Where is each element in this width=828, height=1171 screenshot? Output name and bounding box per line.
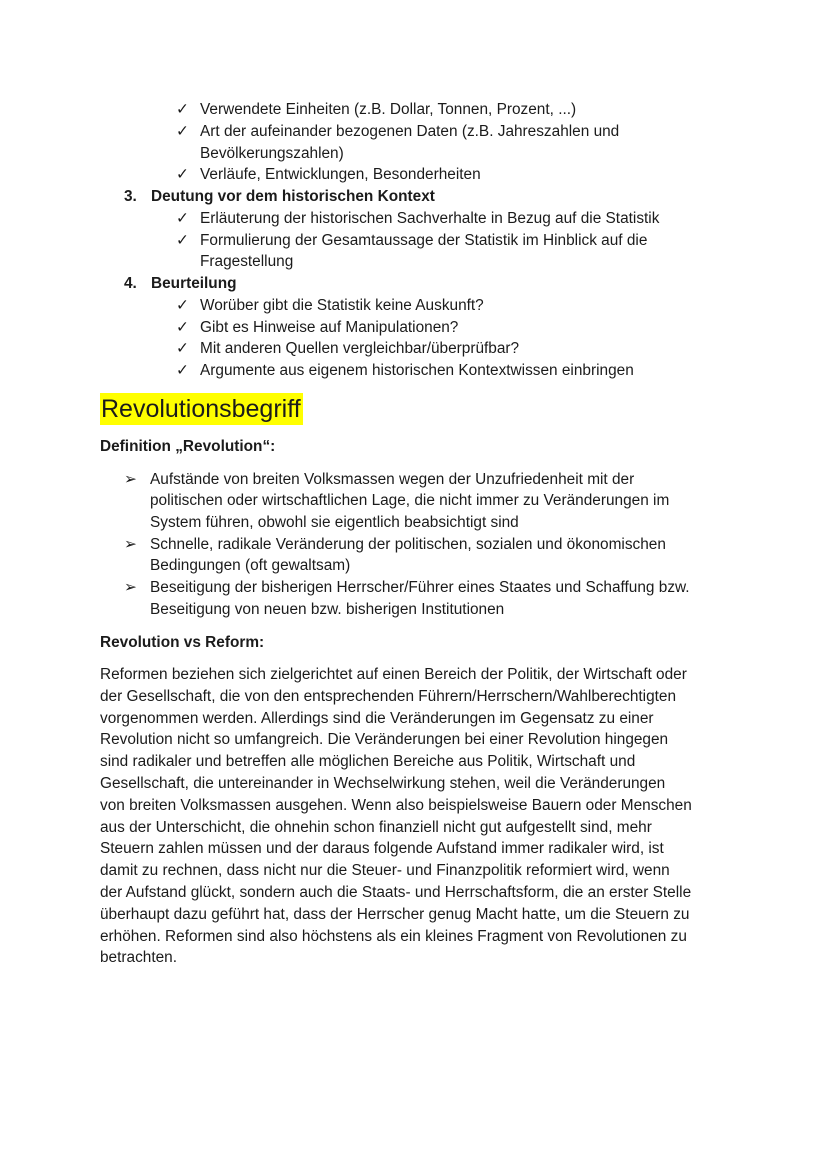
arrow-bullet-icon: ➢	[124, 536, 137, 553]
checkmark-icon: ✓	[176, 166, 189, 183]
arrow-bullet-icon: ➢	[124, 579, 137, 596]
checkmark-icon: ✓	[176, 362, 189, 379]
paragraph-line: sind radikaler und betreffen alle möglichen Bereiche aus Politik, Wirtschaft und	[100, 753, 636, 771]
checkmark-icon: ✓	[176, 319, 189, 336]
checkmark-icon: ✓	[176, 210, 189, 227]
checkmark-icon: ✓	[176, 297, 189, 314]
check-item: Argumente aus eigenem historischen Kontextwissen einbringen	[200, 362, 634, 379]
check-item-continuation: Fragestellung	[200, 253, 294, 270]
paragraph-line: von breiten Volksmassen ausgehen. Wenn also beispielsweise Bauern oder Menschen	[100, 796, 692, 814]
check-item: Formulierung der Gesamtaussage der Statistik im Hinblick auf die	[200, 232, 648, 249]
checkmark-icon: ✓	[176, 123, 189, 140]
check-item: Art der aufeinander bezogenen Daten (z.B. Jahreszahlen und	[200, 123, 620, 140]
checkmark-icon: ✓	[176, 232, 189, 249]
paragraph-line: der Aufstand glückt, sondern auch die Staats- und Herrschaftsform, die an erster Stelle	[100, 883, 692, 901]
paragraph-line: Revolution nicht so umfangreich. Die Veränderungen bei einer Revolution hingegen	[100, 731, 669, 749]
paragraph-line: Reformen beziehen sich zielgerichtet auf einen Bereich der Politik, der Wirtschaft oder	[100, 666, 687, 683]
check-item: Worüber gibt die Statistik keine Auskunft?	[200, 297, 484, 314]
paragraph-line: vorgenommen werden. Allerdings sind die Veränderungen im Gegensatz zu einer	[100, 709, 654, 727]
definition-item: Aufstände von breiten Volksmassen wegen der Unzufriedenheit mit der	[150, 471, 635, 488]
arrow-bullet-icon: ➢	[124, 471, 137, 488]
check-item: Gibt es Hinweise auf Manipulationen?	[200, 319, 459, 336]
section-3-title: Deutung vor dem historischen Kontext	[151, 188, 435, 205]
check-item: Mit anderen Quellen vergleichbar/überprüfbar?	[200, 340, 520, 357]
reform-paragraph	[100, 664, 740, 969]
check-item: Erläuterung der historischen Sachverhalte in Bezug auf die Statistik	[200, 210, 660, 227]
reform-title: Revolution vs Reform:	[100, 634, 265, 651]
definition-item: Schnelle, radikale Veränderung der politischen, sozialen und ökonomischen	[150, 536, 666, 553]
paragraph-line: Steuern zahlen müssen und der daraus folgende Aufstand immer radikaler wird, ist	[100, 840, 664, 858]
definition-item-continuation: politischen oder wirtschaftlichen Lage, die nicht immer zu Veränderungen im	[150, 492, 670, 509]
paragraph-line: überhaupt dazu geführt hat, dass der Herrscher genug Macht hatte, um die Steuern zu	[100, 905, 690, 923]
paragraph-line: Gesellschaft, die untereinander in Wechselwirkung stehen, weil die Veränderungen	[100, 774, 666, 792]
check-item: Verwendete Einheiten (z.B. Dollar, Tonnen, Prozent, ...)	[200, 101, 577, 118]
definition-item-continuation: Bedingungen (oft gewaltsam)	[150, 557, 351, 574]
check-item-continuation: Bevölkerungszahlen)	[200, 145, 344, 162]
paragraph-line: damit zu rechnen, dass nicht nur die Steuer- und Finanzpolitik reformiert wird, wenn	[100, 862, 670, 880]
definition-item: Beseitigung der bisherigen Herrscher/Führer eines Staates und Schaffung bzw.	[150, 579, 690, 596]
definition-item-continuation: System führen, obwohl sie eigentlich beabsichtigt sind	[150, 514, 519, 531]
paragraph-line: aus der Unterschicht, die ohnehin schon finanziell nicht gut aufgestellt sind, mehr	[100, 818, 652, 836]
paragraph-line: betrachten.	[100, 949, 178, 967]
check-item: Verläufe, Entwicklungen, Besonderheiten	[200, 166, 481, 183]
section-4-number: 4.	[124, 275, 137, 292]
paragraph-line: der Gesellschaft, die von den entsprechenden Führern/Herrschern/Wahlberechtigten	[100, 687, 677, 705]
section-heading-highlighted: Revolutionsbegriff	[101, 395, 301, 423]
checkmark-icon: ✓	[176, 101, 189, 118]
section-4-title: Beurteilung	[151, 275, 237, 292]
checkmark-icon: ✓	[176, 340, 189, 357]
paragraph-line: erhöhen. Reformen sind also höchstens als ein kleines Fragment von Revolutionen zu	[100, 927, 687, 945]
section-3-number: 3.	[124, 188, 137, 205]
definition-title: Definition „Revolution“:	[100, 438, 276, 455]
definition-item-continuation: Beseitigung von neuen bzw. bisherigen Institutionen	[150, 601, 505, 618]
